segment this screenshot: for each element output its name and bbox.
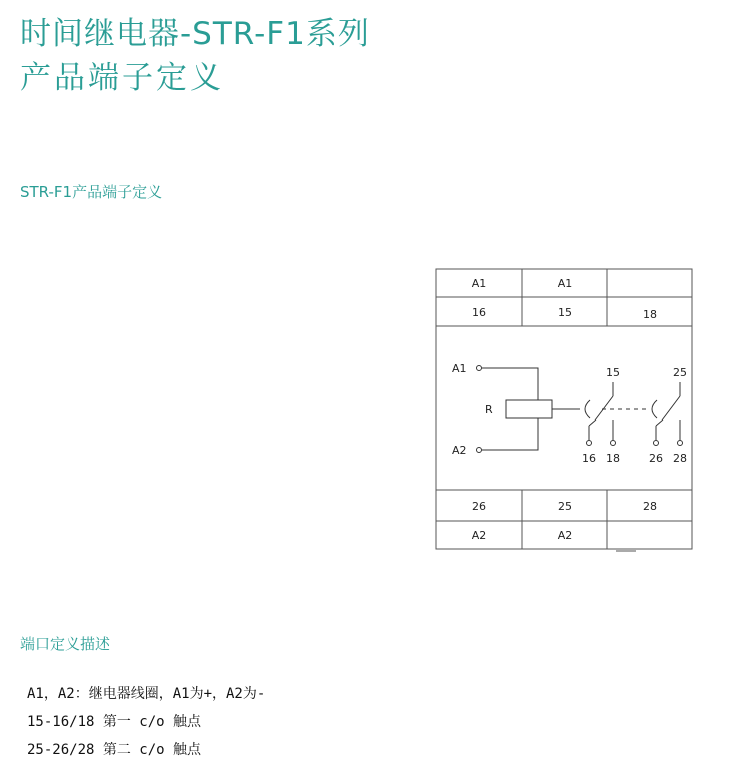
contact1-no-terminal: [611, 441, 616, 446]
page-title-line2: 产品端子定义: [20, 60, 224, 96]
contact2-no-terminal: [678, 441, 683, 446]
contact2-timer-arc: [652, 400, 657, 418]
page-title-line1: 时间继电器-STR-F1系列: [20, 16, 370, 52]
contact2-common-label: 25: [673, 366, 687, 379]
description-line-1: A1，A2：继电器线圈，A1为+，A2为-: [27, 686, 266, 702]
coil-wire-top: [482, 368, 538, 400]
contact1-timer-arc: [585, 400, 590, 418]
contact2-no-label: 28: [673, 452, 687, 465]
terminal-section-title: STR-F1产品端子定义: [20, 183, 163, 201]
description-line-2: 15-16/18 第一 c/o 触点: [27, 714, 202, 730]
cell-top-r2-c2: 15: [558, 306, 572, 319]
contact1-common-label: 15: [606, 366, 620, 379]
contact1-no-label: 18: [606, 452, 620, 465]
cell-top-r2-c3: 18: [643, 308, 657, 321]
contact1-nc-terminal: [587, 441, 592, 446]
coil-terminal-a1-label: A1: [452, 362, 467, 375]
contact1-nc-stub: [589, 420, 596, 426]
contact1-nc-label: 16: [582, 452, 596, 465]
contact1-blade: [595, 396, 613, 420]
coil-wire-bottom: [482, 418, 538, 450]
coil-terminal-a1: [477, 366, 482, 371]
cell-top-r2-c1: 16: [472, 306, 486, 319]
coil-label: R: [485, 403, 493, 416]
contact2-nc-label: 26: [649, 452, 663, 465]
cell-bottom-r1-c3: 28: [643, 500, 657, 513]
cell-bottom-r2-c2: A2: [557, 529, 573, 542]
description-section-title: 端口定义描述: [20, 635, 111, 653]
cell-bottom-r1-c2: 25: [558, 500, 572, 513]
terminal-diagram: [430, 262, 700, 582]
contact2-blade: [662, 396, 680, 420]
coil-terminal-a2-label: A2: [452, 444, 467, 457]
contact2-nc-stub: [656, 420, 663, 426]
cell-top-r1-c2: A1: [557, 277, 573, 290]
description-line-3: 25-26/28 第二 c/o 触点: [27, 742, 202, 758]
cell-bottom-r2-c1: A2: [471, 529, 487, 542]
cell-top-r1-c1: A1: [471, 277, 487, 290]
coil-box: [506, 400, 552, 418]
coil-terminal-a2: [477, 448, 482, 453]
cell-bottom-r1-c1: 26: [472, 500, 486, 513]
contact2-nc-terminal: [654, 441, 659, 446]
